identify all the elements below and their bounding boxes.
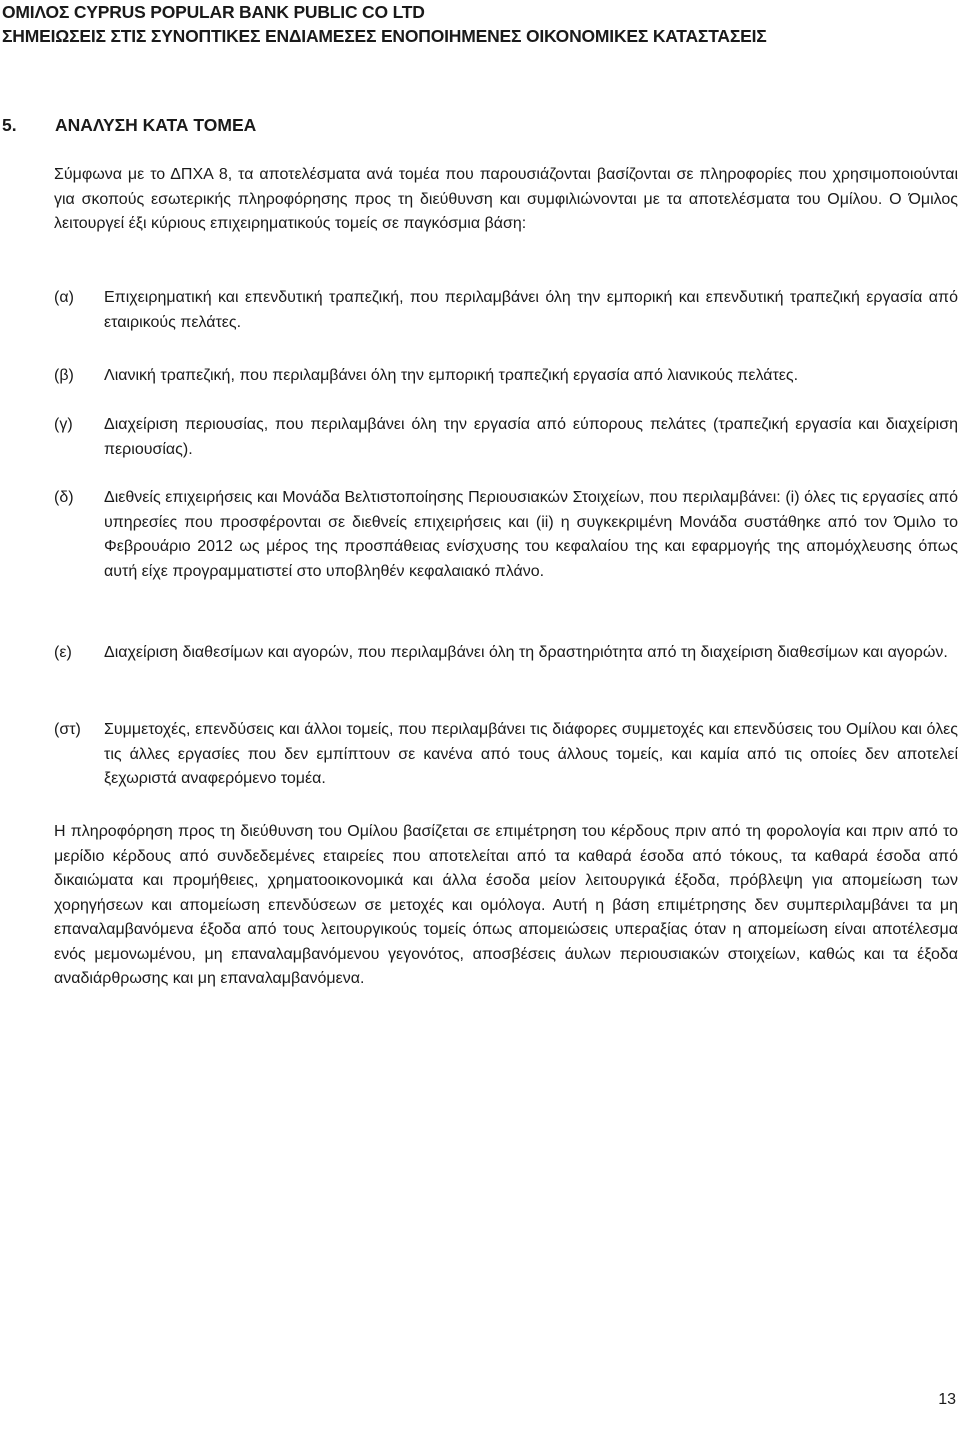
section-heading (2, 114, 256, 136)
header-document-title: ΣΗΜΕΙΩΣΕΙΣ ΣΤΙΣ ΣΥΝΟΠΤΙΚΕΣ ΕΝΔΙΑΜΕΣΕΣ ΕΝΟΠΟΙΗΜΕΝΕΣ ΟΙΚΟΝΟΜΙΚΕΣ ΚΑΤΑΣΤΑΣΕΙΣ (2, 26, 767, 46)
segment-text: Συμμετοχές, επενδύσεις και άλλοι τομείς, που περιλαμβάνει τις διάφορες συμμετοχές και επενδύσεις του Ομίλου και όλες τις άλλες εργασίες που δεν εμπίπτουν σε κανένα από τους άλλους τομείς, και καμία από τις οποίες δεν αποτελεί ξεχωριστά αναφερόμενο τομέα. (104, 721, 958, 787)
segment-marker: (β) (54, 367, 74, 384)
segment-marker: (στ) (54, 721, 81, 738)
segment-text: Διαχείριση διαθεσίμων και αγορών, που περιλαμβάνει όλη τη δραστηριότητα από τη διαχείριση διαθεσίμων και αγορών. (104, 644, 948, 661)
segment-marker: (α) (54, 289, 74, 306)
segment-marker: (δ) (54, 489, 74, 506)
segment-text: Διαχείριση περιουσίας, που περιλαμβάνει όλη την εργασία από εύπορους πελάτες (τραπεζική εργασία και διαχείριση περιουσίας). (104, 416, 958, 458)
document-header (2, 0, 952, 48)
segment-text: Λιανική τραπεζική, που περιλαμβάνει όλη την εμπορική τραπεζική εργασία από λιανικούς πελάτες. (104, 367, 799, 384)
segment-marker: (ε) (54, 644, 72, 661)
intro-paragraph: Σύμφωνα με το ΔΠΧΑ 8, τα αποτελέσματα ανά τομέα που παρουσιάζονται βασίζονται σε πληροφορίες που χρησιμοποιούνται για σκοπούς εσωτερικής πληροφόρησης προς τη διεύθυνση και συμφιλιώνονται με τα αποτελέσματα του Ομίλου. Ο Όμιλος λειτουργεί έξι κύριους επιχειρηματικούς τομείς σε παγκόσμια βάση: (54, 166, 958, 232)
segment-text: Επιχειρηματική και επενδυτική τραπεζική, που περιλαμβάνει όλη την εμπορική και επενδυτική τραπεζική εργασία από εταιρικούς πελάτες. (104, 289, 958, 331)
closing-paragraph: Η πληροφόρηση προς τη διεύθυνση του Ομίλου βασίζεται σε επιμέτρηση του κέρδους πριν από τη φορολογία και πριν από το μερίδιο κέρδους από συνδεδεμένες εταιρείες που αποτελείται από τα καθαρά έσοδα από τόκους, τα καθαρά έσοδα από δικαιώματα και προμήθειες, χρηματοοικονομικά και άλλα έσοδα μείον λειτουργικά έξοδα, πρόβλεψη για απομείωση των χορηγήσεων και απομείωση επενδύσεων σε μετοχές και ομόλογα. Αυτή η βάση επιμέτρησης δεν συμπεριλαμβάνει τα μη επαναλαμβανόμενα έξοδα από τους λειτουργικούς τομείς όπως απομειώσεις υπεραξίας όταν η απομείωση είναι αποτέλεσμα ενός μεμονωμένου, μη επαναλαμβανόμενου γεγονότος, αποσβέσεις άυλων περιουσιακών στοιχείων, καθώς και τα έξοδα αναδιάρθρωσης και μη επαναλαμβανόμενα. (54, 823, 958, 987)
header-company-name: ΟΜΙΛΟΣ CYPRUS POPULAR BANK PUBLIC CO LTD (2, 2, 425, 22)
section-number: 5. (2, 115, 17, 135)
section-title: ΑΝΑΛΥΣΗ ΚΑΤΑ ΤΟΜΕΑ (55, 115, 257, 135)
page-number: 13 (938, 1391, 956, 1408)
segment-text: Διεθνείς επιχειρήσεις και Μονάδα Βελτιστοποίησης Περιουσιακών Στοιχείων, που περιλαμβάνει: (i) όλες τις εργασίες από υπηρεσίες που προσφέρονται σε διεθνείς επιχειρήσεις και (ii) η συγκεκριμένη Μονάδα συστάθηκε από τον Όμιλο το Φεβρουάριο 2012 ως μέρος της προσπάθειας ενίσχυσης του κεφαλαίου της και εφαρμογής της απομόχλευσης όπως αυτή είχε προγραμματιστεί στο υποβληθέν κεφαλαιακό πλάνο. (104, 489, 958, 580)
segment-marker: (γ) (54, 416, 73, 433)
